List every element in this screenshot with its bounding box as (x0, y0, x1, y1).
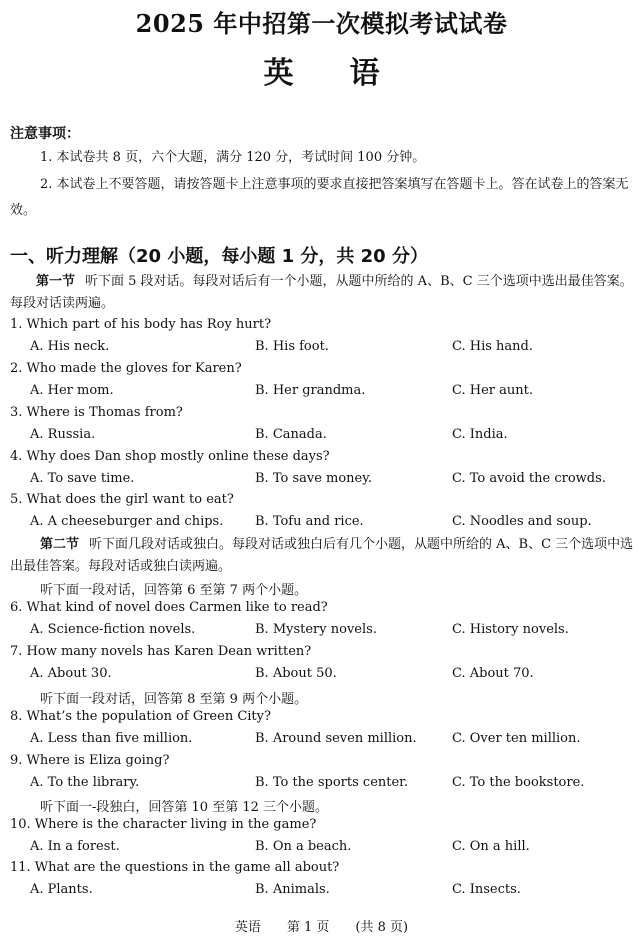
part-text: 听下面几段对话或独白。每段对话或独白后有几个小题，从题中所给的 A、B、C 三个选项中选出最佳答案。每段对话或独白读两遍。 (10, 537, 634, 574)
option: A. About 30. (30, 666, 112, 681)
question: 11. What are the questions in the game all about? (10, 860, 340, 875)
option: C. About 70. (452, 666, 534, 681)
question: 1. Which part of his body has Roy hurt? (10, 317, 272, 332)
notice-item: 1. 本试卷共 8 页，六个大题，满分 120 分，考试时间 100 分钟。 (40, 150, 426, 165)
page-footer: 英语 第 1 页 (共 8 页) (234, 920, 409, 935)
option: C. India. (452, 427, 508, 442)
option: A. In a forest. (30, 839, 120, 854)
option: B. About 50. (255, 666, 337, 681)
subject-char: 英 (263, 56, 294, 91)
option: A. Russia. (30, 427, 96, 442)
option: B. To the sports center. (255, 775, 409, 790)
option: C. Her aunt. (452, 383, 533, 398)
sub-instruction: 听下面一段对话，回答第 8 至第 9 两个小题。 (40, 692, 308, 707)
option: C. Insects. (452, 882, 521, 897)
question: 7. How many novels has Karen Dean written? (10, 644, 312, 659)
question: 3. Where is Thomas from? (10, 405, 183, 420)
subject-title (0, 48, 643, 92)
subject-char: 语 (349, 56, 380, 91)
part2-instruction (10, 534, 635, 578)
option: B. Mystery novels. (255, 622, 377, 637)
exam-title: 2025 年中招第一次模拟考试试卷 (135, 9, 508, 38)
option: A. A cheeseburger and chips. (30, 514, 224, 529)
question: 6. What kind of novel does Carmen like to read? (10, 600, 328, 615)
option: C. His hand. (452, 339, 533, 354)
option: A. His neck. (30, 339, 110, 354)
option: B. Canada. (255, 427, 327, 442)
question: 4. Why does Dan shop mostly online these days? (10, 449, 330, 464)
sub-instruction: 听下面一段对话，回答第 6 至第 7 两个小题。 (40, 583, 308, 598)
option: A. To save time. (30, 471, 135, 486)
option: C. Noodles and soup. (452, 514, 592, 529)
question: 5. What does the girl want to eat? (10, 492, 234, 507)
section-heading: 一、听力理解（20 小题，每小题 1 分，共 20 分） (10, 246, 428, 267)
option: A. Plants. (30, 882, 93, 897)
option: B. Animals. (255, 882, 330, 897)
part-text: 听下面 5 段对话。每段对话后有一个小题，从题中所给的 A、B、C 三个选项中选出最佳答案。每段对话读两遍。 (10, 274, 633, 311)
question: 2. Who made the gloves for Karen? (10, 361, 242, 376)
option: C. To the bookstore. (452, 775, 585, 790)
option: B. Tofu and rice. (255, 514, 364, 529)
part1-instruction (10, 271, 635, 315)
option: C. On a hill. (452, 839, 530, 854)
question: 10. Where is the character living in the game? (10, 817, 317, 832)
option: B. His foot. (255, 339, 329, 354)
sub-instruction: 听下面一-段独白，回答第 10 至第 12 三个小题。 (40, 800, 329, 815)
part-label: 第二节 (40, 537, 80, 552)
option: A. Her mom. (30, 383, 114, 398)
option: A. Science-fiction novels. (30, 622, 196, 637)
option: C. History novels. (452, 622, 569, 637)
option: B. On a beach. (255, 839, 352, 854)
option: B. Her grandma. (255, 383, 366, 398)
option: B. Around seven million. (255, 731, 417, 746)
notice-heading: 注意事项： (10, 126, 80, 142)
question: 9. Where is Eliza going? (10, 753, 170, 768)
option: A. Less than five million. (30, 731, 193, 746)
question: 8. What’s the population of Green City? (10, 709, 271, 724)
option: B. To save money. (255, 471, 372, 486)
option: C. To avoid the crowds. (452, 471, 606, 486)
option: A. To the library. (30, 775, 140, 790)
part-label: 第一节 (36, 274, 76, 289)
notice-item: 2. 本试卷上不要答题，请按答题卡上注意事项的要求直接把答案填写在答题卡上。答在试卷上的答案无效。 (10, 177, 629, 218)
option: C. Over ten million. (452, 731, 581, 746)
